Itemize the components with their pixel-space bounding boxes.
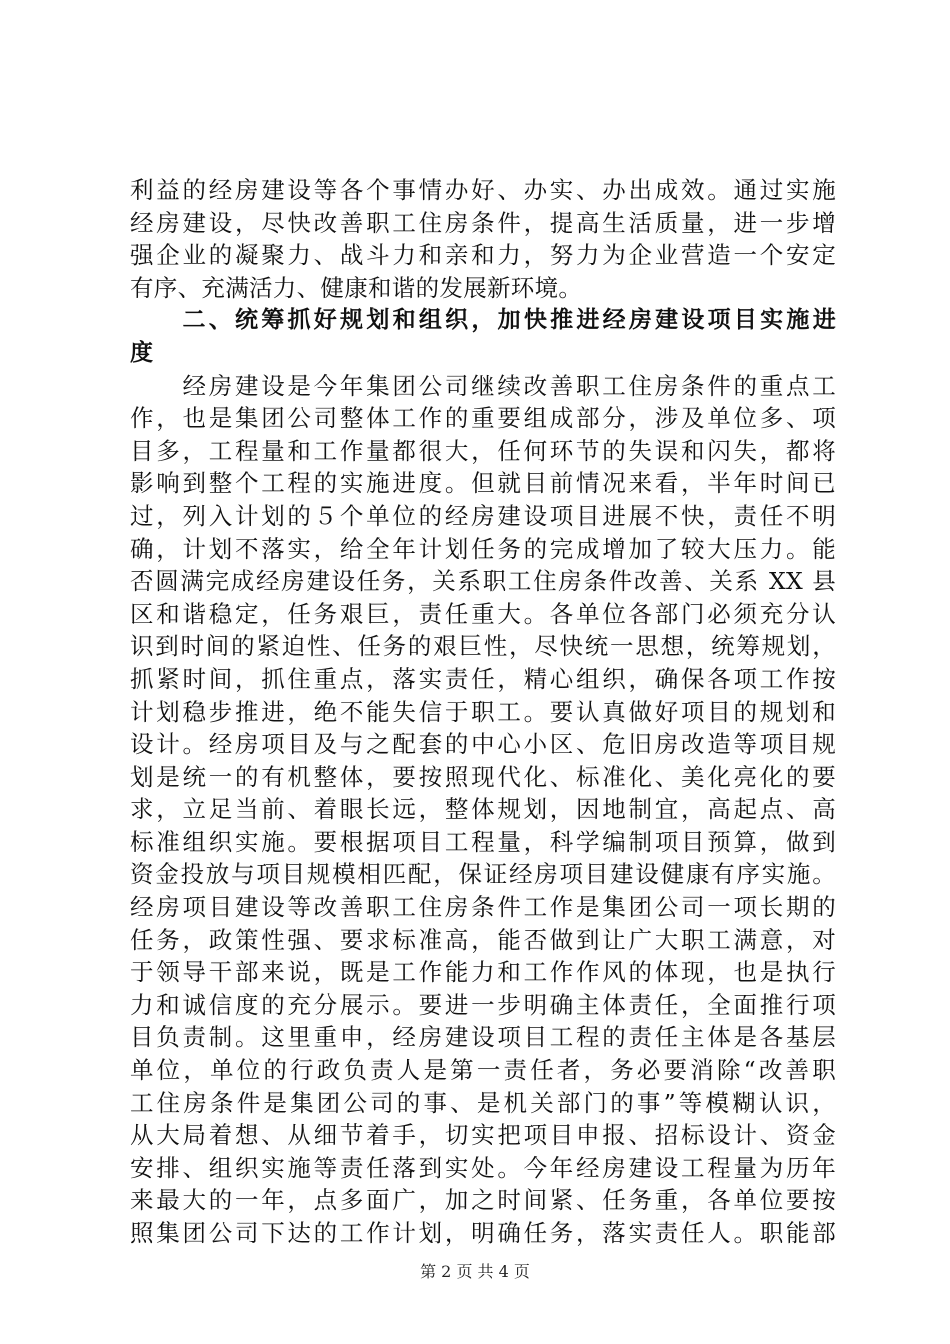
- text-line: 单位，单位的行政负责人是第一责任者，务必要消除“改善职: [130, 1056, 836, 1085]
- text-line: 目多，工程量和工作量都很大，任何环节的失误和闪失，都将: [130, 436, 836, 465]
- text-line: 确，计划不落实，给全年计划任务的完成增加了较大压力。能: [130, 534, 836, 563]
- text-line: 强企业的凝聚力、战斗力和亲和力，努力为企业营造一个安定: [130, 241, 836, 270]
- text-line: 区和谐稳定，任务艰巨，责任重大。各单位各部门必须充分认: [130, 599, 836, 628]
- text-line: 资金投放与项目规模相匹配，保证经房项目建设健康有序实施。: [130, 860, 836, 889]
- heading-line: 度: [130, 339, 154, 366]
- text-line: 求，立足当前、着眼长远，整体规划，因地制宜，高起点、高: [130, 795, 836, 824]
- section-heading: [130, 304, 836, 369]
- text-line: 经房建设是今年集团公司继续改善职工住房条件的重点工: [130, 371, 836, 400]
- text-line: 力和诚信度的充分展示。要进一步明确主体责任，全面推行项: [130, 990, 836, 1019]
- text-line: 工住房条件是集团公司的事、是机关部门的事”等模糊认识，: [130, 1088, 836, 1117]
- text-line: 过，列入计划的５个单位的经房建设项目进展不快，责任不明: [130, 501, 836, 530]
- text-line: 经房建设，尽快改善职工住房条件，提高生活质量，进一步增: [130, 208, 836, 237]
- heading-line: 二、统筹抓好规划和组织，加快推进经房建设项目实施进: [130, 307, 836, 334]
- text-line: 目负责制。这里重申，经房建设项目工程的责任主体是各基层: [130, 1023, 836, 1052]
- text-line: 否圆满完成经房建设任务，关系职工住房条件改善、关系 XX 县: [130, 567, 836, 596]
- text-line: 从大局着想、从细节着手，切实把项目申报、招标设计、资金: [130, 1121, 836, 1150]
- text-line: 利益的经房建设等各个事情办好、办实、办出成效。通过实施: [130, 176, 836, 204]
- text-line: 划是统一的有机整体，要按照现代化、标准化、美化亮化的要: [130, 762, 836, 791]
- text-line: 识到时间的紧迫性、任务的艰巨性，尽快统一思想，统筹规划，: [130, 632, 836, 661]
- document-body: [130, 174, 836, 1250]
- text-line: 来最大的一年，点多面广，加之时间紧、任务重，各单位要按: [130, 1186, 836, 1215]
- paragraph-1: [130, 174, 836, 304]
- text-line: 照集团公司下达的工作计划，明确任务，落实责任人。职能部: [130, 1219, 836, 1247]
- text-line: 安排、组织实施等责任落到实处。今年经房建设工程量为历年: [130, 1153, 836, 1182]
- text-line: 有序、充满活力、健康和谐的发展新环境。: [130, 273, 583, 302]
- text-line: 影响到整个工程的实施进度。但就目前情况来看，半年时间已: [130, 469, 836, 498]
- text-line: 计划稳步推进，绝不能失信于职工。要认真做好项目的规划和: [130, 697, 836, 726]
- text-line: 任务，政策性强、要求标准高，能否做到让广大职工满意，对: [130, 925, 836, 954]
- text-line: 作，也是集团公司整体工作的重要组成部分，涉及单位多、项: [130, 404, 836, 433]
- paragraph-2: [130, 370, 836, 1250]
- text-line: 设计。经房项目及与之配套的中心小区、危旧房改造等项目规: [130, 730, 836, 759]
- text-line: 经房项目建设等改善职工住房条件工作是集团公司一项长期的: [130, 893, 836, 922]
- text-line: 抓紧时间，抓住重点，落实责任，精心组织，确保各项工作按: [130, 664, 836, 693]
- text-line: 于领导干部来说，既是工作能力和工作作风的体现，也是执行: [130, 958, 836, 987]
- text-line: 标准组织实施。要根据项目工程量，科学编制项目预算，做到: [130, 827, 836, 856]
- page-footer: 第 2 页 共 4 页: [420, 1262, 530, 1281]
